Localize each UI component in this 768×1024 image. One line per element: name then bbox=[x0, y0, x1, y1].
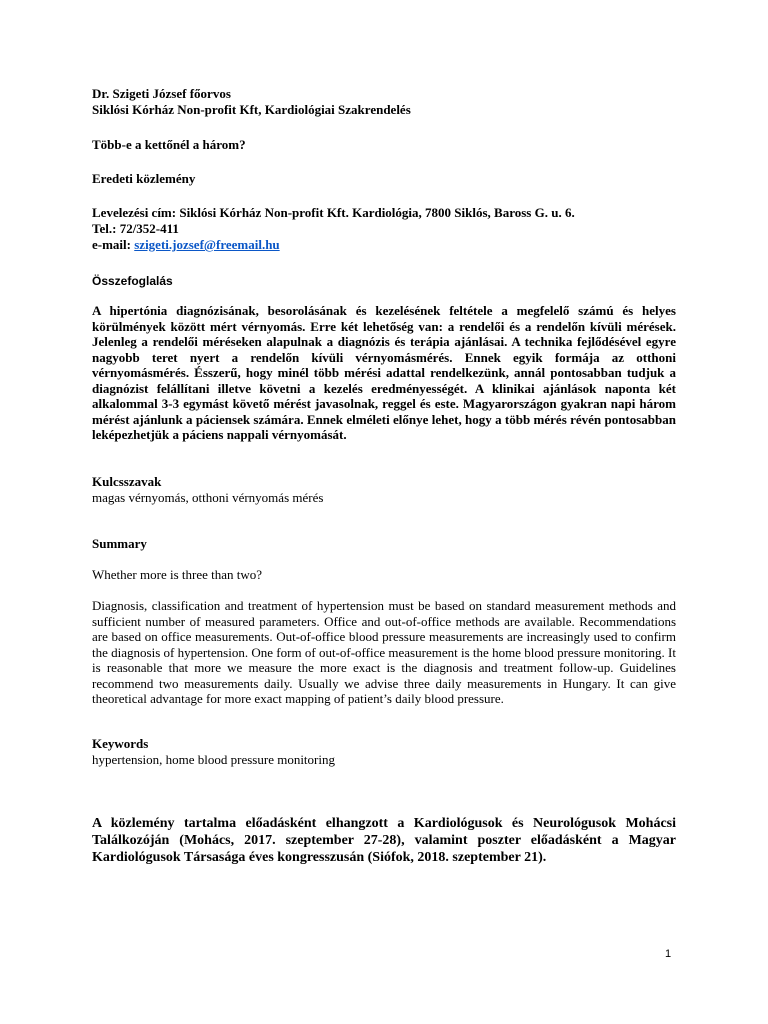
en-summary-heading: Summary bbox=[92, 536, 147, 551]
en-summary-title: Whether more is three than two? bbox=[92, 567, 263, 582]
en-summary-body: Diagnosis, classification and treatment of hypertension must be based on standard measurement methods and sufficient number of measured parameters. Office and out-of-office methods are available. Recommendations are based on office measurements. Out-of-office blood pressure measurements are increasingly used to confirm the diagnosis of hypertension. One form of out-of-office measurement is the home blood pressure monitoring. It is reasonable that more we measure the more exact is the diagnosis and treatment follow-up. Guidelines recommend two measurements daily. Usually we advise three daily measurements in Hungary. It can give theoretical advantage for more exact mapping of patient’s daily blood pressure. bbox=[92, 598, 676, 706]
hu-summary-heading: Összefoglalás bbox=[92, 274, 173, 288]
hu-summary-body: A hipertónia diagnózisának, besorolásának és kezelésének feltétele a megfelelő számú és helyes körülmények között mért vérnyomás. Erre két lehetőség van: a rendelői és a rendelőn kívüli mérések. Jelenleg a rendelői méréseken alapulnak a diagnózis és terápia ajánlásai. A technika fejlődésével egyre nagyobb teret nyert a rendelőn kívüli vérnyomásmérés. Ennek egyik formája az otthoni vérnyomásmérés. Ésszerű, hogy minél több mérési adattal rendelkezünk, annál pontosabban tudjuk a diagnózist felállítani illetve követni a kezelés eredményességét. A klinikai ajánlások naponta két alkalommal 3-3 egymást követő mérést javasolnak, reggel és este. Magyarországon gyakran napi három mérést ajánlunk a páciensek számára. Ennek elméleti előnye lehet, hogy a több mérés révén pontosabban leképezhetjük a páciens nappali vérnyomását. bbox=[92, 303, 676, 442]
en-keywords-heading: Keywords bbox=[92, 736, 149, 751]
phone-line: Tel.: 72/352-411 bbox=[92, 221, 179, 236]
article-title: Több-e a kettőnél a három? bbox=[92, 137, 246, 152]
contact-block bbox=[92, 205, 676, 253]
email-label: e-mail: bbox=[92, 237, 135, 252]
en-keywords-body: hypertension, home blood pressure monitoring bbox=[92, 752, 335, 767]
author-line: Dr. Szigeti József főorvos bbox=[92, 86, 231, 101]
institution-line: Siklósi Kórház Non-profit Kft, Kardiológiai Szakrendelés bbox=[92, 102, 411, 117]
page-number: 1 bbox=[665, 948, 672, 960]
hu-keywords-body: magas vérnyomás, otthoni vérnyomás mérés bbox=[92, 490, 324, 505]
article-type: Eredeti közlemény bbox=[92, 171, 196, 186]
header-block bbox=[92, 86, 676, 118]
address-line: Levelezési cím: Siklósi Kórház Non-profit Kft. Kardiológia, 7800 Siklós, Baross G. u. 6. bbox=[92, 205, 575, 220]
presentation-note: A közlemény tartalma előadásként elhangzott a Kardiológusok és Neurológusok Mohácsi Találkozóján (Mohács, 2017. szeptember 27-28), valamint poszter előadásként a Magyar Kardiológusok Társasága éves kongresszusán (Siófok, 2018. szeptember 21). bbox=[92, 816, 676, 865]
email-link[interactable]: szigeti.jozsef@freemail.hu bbox=[134, 237, 280, 252]
email-line bbox=[92, 237, 676, 253]
hu-keywords-heading: Kulcsszavak bbox=[92, 474, 162, 489]
